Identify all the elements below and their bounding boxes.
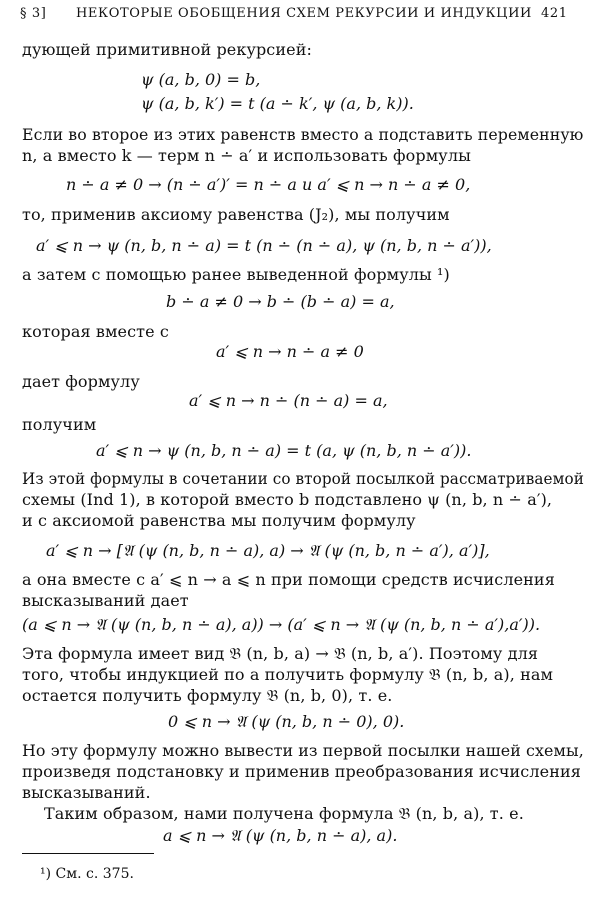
text-line: остается получить формулу 𝔅 (n, b, 0), т. е. xyxy=(22,686,393,705)
text-line: то, применив аксиому равенства (J₂), мы получим xyxy=(22,205,450,224)
text-line: Если во второе из этих равенств вместо a подставить переменную xyxy=(22,125,584,144)
text-line: высказываний. xyxy=(22,783,151,802)
section-marker: § 3] xyxy=(20,6,47,21)
formula-line: n ∸ a ≠ 0 → (n ∸ a′)′ = n ∸ a и a′ ⩽ n → n ∸ a ≠ 0, xyxy=(66,175,471,194)
formula-line: a′ ⩽ n → ψ (n, b, n ∸ a) = t (n ∸ (n ∸ a), ψ (n, b, n ∸ a′)), xyxy=(36,236,492,255)
text-line: n, а вместо k — терм n ∸ a′ и использовать формулы xyxy=(22,146,471,165)
formula-line: (a ⩽ n → 𝔄 (ψ (n, b, n ∸ a), a)) → (a′ ⩽ n → 𝔄 (ψ (n, b, n ∸ a′),a′)). xyxy=(22,615,541,634)
text-line: Эта формула имеет вид 𝔅 (n, b, a) → 𝔅 (n, b, a′). Поэтому для xyxy=(22,644,539,663)
formula-line: b ∸ a ≠ 0 → b ∸ (b ∸ a) = a, xyxy=(166,292,395,311)
formula-line: a′ ⩽ n → n ∸ a ≠ 0 xyxy=(216,342,364,361)
page-number: 421 xyxy=(541,6,568,21)
text-line: Из этой формулы в сочетании со второй посылкой рассматриваемой xyxy=(22,469,584,488)
text-line: Таким образом, нами получена формула 𝔅 (n, b, a), т. е. xyxy=(44,804,524,823)
text-line: и с аксиомой равенства мы получим формулу xyxy=(22,511,416,530)
formula-line: a′ ⩽ n → n ∸ (n ∸ a) = a, xyxy=(189,391,388,410)
footnote-rule xyxy=(22,853,154,854)
formula-line: ψ (a, b, 0) = b, xyxy=(141,70,261,89)
formula-line: a′ ⩽ n → ψ (n, b, n ∸ a) = t (a, ψ (n, b, n ∸ a′)). xyxy=(96,441,472,460)
text-line: а затем с помощью ранее выведенной формулы ¹) xyxy=(22,265,450,284)
text-line: Но эту формулу можно вывести из первой посылки нашей схемы, xyxy=(22,741,584,760)
text-line: дующей примитивной рекурсией: xyxy=(22,40,312,59)
footnote: ¹) См. с. 375. xyxy=(40,866,134,882)
running-title: НЕКОТОРЫЕ ОБОБЩЕНИЯ СХЕМ РЕКУРСИИ И ИНДУКЦИИ xyxy=(76,6,532,21)
text-line: дает формулу xyxy=(22,372,140,391)
formula-line: a ⩽ n → 𝔄 (ψ (n, b, n ∸ a), a). xyxy=(163,826,398,845)
formula-line: ψ (a, b, k′) = t (a ∸ k′, ψ (a, b, k)). xyxy=(141,94,414,113)
text-line: произведя подстановку и применив преобразования исчисления xyxy=(22,762,581,781)
text-line: высказываний дает xyxy=(22,591,189,610)
text-line: схемы (Ind 1), в которой вместо b подставлено ψ (n, b, n ∸ a′), xyxy=(22,490,553,509)
formula-line: a′ ⩽ n → [𝔄 (ψ (n, b, n ∸ a), a) → 𝔄 (ψ (n, b, n ∸ a′), a′)], xyxy=(46,541,490,560)
text-line: а она вместе с a′ ⩽ n → a ⩽ n при помощи средств исчисления xyxy=(22,570,555,589)
text-line: получим xyxy=(22,415,97,434)
text-line: которая вместе с xyxy=(22,322,169,341)
formula-line: 0 ⩽ n → 𝔄 (ψ (n, b, n ∸ 0), 0). xyxy=(168,712,405,731)
text-line: того, чтобы индукцией по a получить формулу 𝔅 (n, b, a), нам xyxy=(22,665,554,684)
